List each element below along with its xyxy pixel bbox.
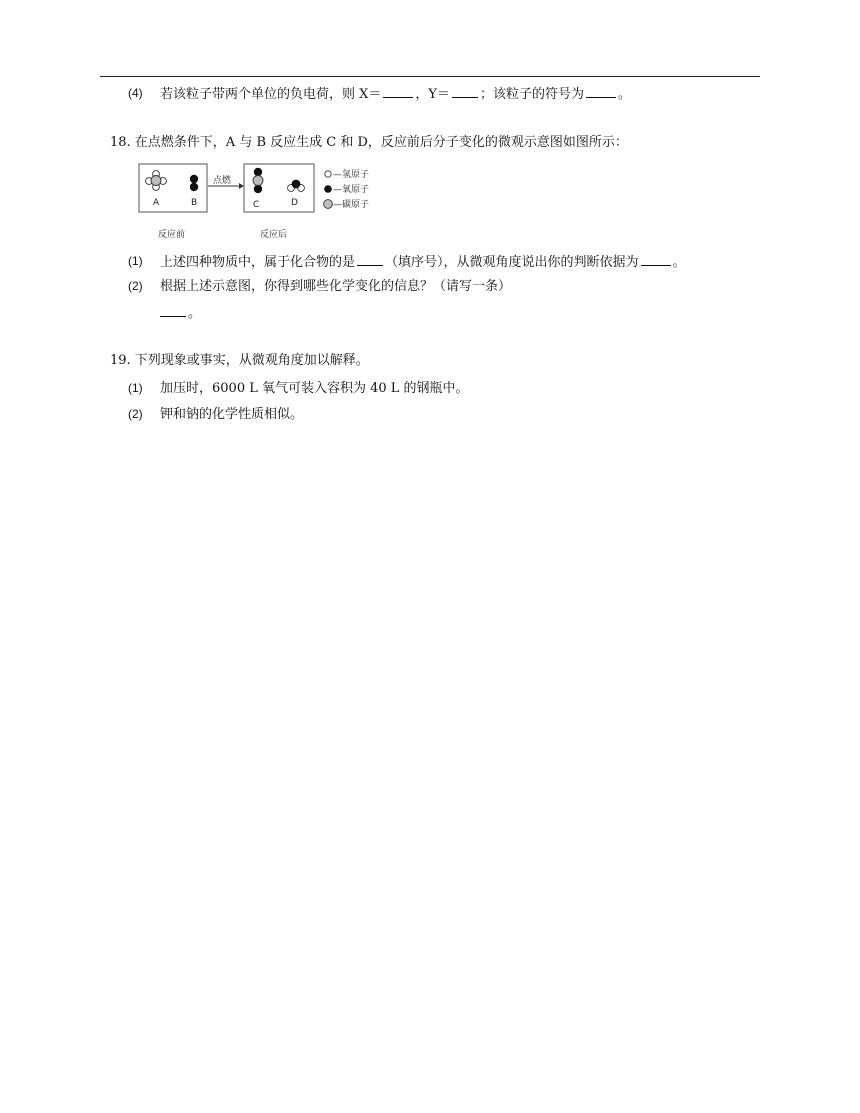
q19-sub1-number: (1) [128, 381, 143, 395]
label-c: C [253, 200, 260, 210]
header-rule [100, 76, 760, 77]
q18-sub1-text [160, 253, 686, 272]
q18-sub2-answer-end: 。 [188, 306, 202, 321]
q18-sub1-text-c: 。 [672, 255, 686, 270]
q18-sub1-text-b: （填序号），从微观角度说出你的判断依据为 [385, 255, 639, 270]
label-a: A [153, 198, 160, 208]
arrow-label: 点燃 [213, 176, 232, 186]
q17-sub4-text-d: 。 [618, 87, 632, 102]
molecule-a-icon [146, 171, 167, 191]
q18-stem: 18. 在点燃条件下，A 与 B 反应生成 C 和 D，反应前后分子变化的微观示意图如图所示： [110, 135, 628, 150]
label-b: B [191, 198, 198, 208]
reaction-diagram [138, 163, 388, 243]
legend-oxygen: —氧原子 [333, 185, 370, 195]
q19-sub2-text: 钾和钠的化学性质相似。 [160, 407, 304, 422]
answer-blank-symbol[interactable] [586, 85, 616, 98]
q18-sub1-text-a: 上述四种物质中，属于化合物的是 [160, 255, 356, 270]
q17-sub4-text [160, 85, 631, 104]
carbon-atom-icon [324, 200, 333, 209]
q17-sub4-text-b: ，Y＝ [415, 87, 450, 102]
hydrogen-atom-icon [325, 171, 331, 177]
oxygen-atom-icon [324, 185, 332, 193]
q18-sub1-number: (1) [128, 254, 143, 268]
molecule-c-icon [253, 168, 263, 193]
answer-blank-y[interactable] [452, 85, 478, 98]
answer-blank-information[interactable] [160, 304, 186, 317]
q17-sub4-text-a: 若该粒子带两个单位的负电荷，则 X＝ [160, 87, 382, 102]
caption-after: 反应后 [260, 230, 288, 240]
arrow-head-icon [239, 183, 244, 189]
label-d: D [291, 198, 298, 208]
legend [324, 168, 369, 210]
answer-blank-x[interactable] [383, 85, 413, 98]
q18-sub2-number: (2) [128, 279, 143, 293]
answer-blank-reason[interactable] [641, 253, 671, 266]
q17-sub4-text-c: ；该粒子的符号为 [479, 87, 584, 102]
q18-sub2-answer [160, 304, 201, 323]
legend-carbon: —碳原子 [333, 200, 370, 210]
q19-sub1-text: 加压时，6000 L 氧气可装入容积为 40 L 的钢瓶中。 [160, 381, 469, 396]
molecule-d-icon [288, 180, 305, 192]
caption-before: 反应前 [158, 230, 186, 240]
q19-sub2-number: (2) [128, 407, 143, 421]
q18-sub2-text: 根据上述示意图，你得到哪些化学变化的信息？（请写一条） [160, 279, 512, 294]
molecule-b-icon [190, 175, 198, 191]
legend-hydrogen: —氢原子 [333, 170, 370, 180]
reaction-diagram-svg [138, 163, 388, 243]
answer-blank-compound[interactable] [357, 253, 383, 266]
q17-sub4-number: (4) [128, 86, 143, 100]
q19-stem: 19. 下列现象或事实，从微观角度加以解释。 [110, 353, 369, 368]
